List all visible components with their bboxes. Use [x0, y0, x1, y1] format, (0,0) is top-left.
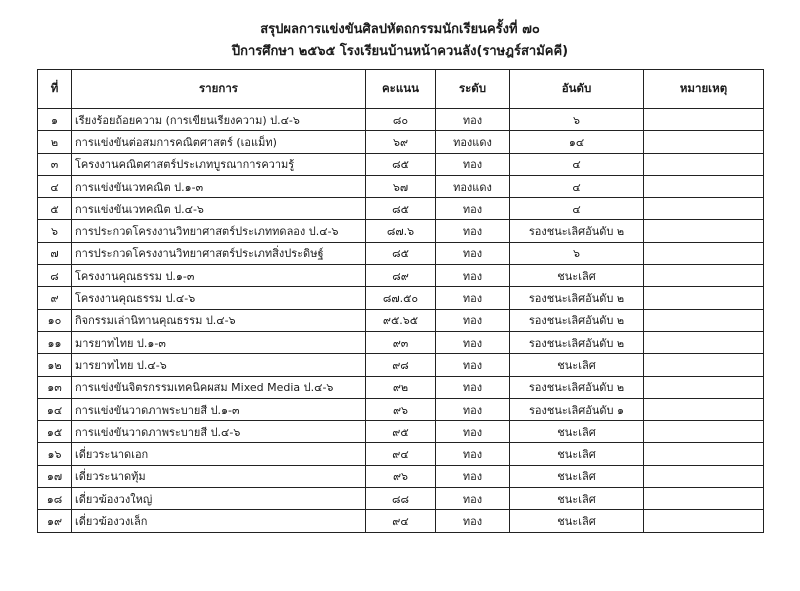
- row-rank: รองชนะเลิศอันดับ ๑: [510, 398, 644, 420]
- row-rank: รองชนะเลิศอันดับ ๒: [510, 309, 644, 331]
- results-table: [37, 69, 764, 533]
- row-note: [644, 488, 764, 510]
- column-header-rank: อันดับ: [510, 70, 644, 109]
- table-row: [38, 220, 764, 242]
- row-number: ๑๑: [38, 331, 72, 353]
- row-number: ๑๗: [38, 465, 72, 487]
- row-rank: รองชนะเลิศอันดับ ๒: [510, 376, 644, 398]
- table-row: [38, 265, 764, 287]
- row-rank: รองชนะเลิศอันดับ ๒: [510, 331, 644, 353]
- table-row: [38, 331, 764, 353]
- row-note: [644, 109, 764, 131]
- row-level: ทอง: [436, 309, 510, 331]
- row-note: [644, 153, 764, 175]
- table-row: [38, 443, 764, 465]
- row-note: [644, 198, 764, 220]
- table-row: [38, 242, 764, 264]
- row-item: เดี่ยวระนาดเอก: [72, 443, 366, 465]
- row-number: ๖: [38, 220, 72, 242]
- row-score: ๘๗.๖: [366, 220, 436, 242]
- table-row: [38, 488, 764, 510]
- row-rank: ๔: [510, 175, 644, 197]
- row-number: ๓: [38, 153, 72, 175]
- row-score: ๙๓: [366, 331, 436, 353]
- table-row: [38, 309, 764, 331]
- table-row: [38, 153, 764, 175]
- row-rank: รองชนะเลิศอันดับ ๒: [510, 220, 644, 242]
- table-row: [38, 398, 764, 420]
- row-rank: ชนะเลิศ: [510, 265, 644, 287]
- row-note: [644, 309, 764, 331]
- row-rank: ชนะเลิศ: [510, 510, 644, 532]
- table-row: [38, 510, 764, 532]
- row-level: ทอง: [436, 398, 510, 420]
- row-note: [644, 465, 764, 487]
- row-number: ๑๐: [38, 309, 72, 331]
- row-item: การแข่งขันจิตรกรรมเทคนิคผสม Mixed Media ป.๔-๖: [72, 376, 366, 398]
- table-body: [38, 109, 764, 533]
- row-note: [644, 287, 764, 309]
- row-score: ๙๘: [366, 354, 436, 376]
- row-item: การแข่งขันวาดภาพระบายสี ป.๔-๖: [72, 421, 366, 443]
- row-note: [644, 220, 764, 242]
- row-level: ทองแดง: [436, 131, 510, 153]
- row-level: ทอง: [436, 242, 510, 264]
- row-rank: รองชนะเลิศอันดับ ๒: [510, 287, 644, 309]
- row-level: ทอง: [436, 153, 510, 175]
- row-note: [644, 131, 764, 153]
- row-note: [644, 421, 764, 443]
- row-score: ๘๘: [366, 488, 436, 510]
- row-item: การแข่งขันต่อสมการคณิตศาสตร์ (เอแม็ท): [72, 131, 366, 153]
- row-number: ๑๘: [38, 488, 72, 510]
- row-number: ๑๔: [38, 398, 72, 420]
- row-score: ๙๔: [366, 510, 436, 532]
- row-item: เดี่ยวระนาดทุ้ม: [72, 465, 366, 487]
- row-level: ทองแดง: [436, 175, 510, 197]
- row-rank: ชนะเลิศ: [510, 488, 644, 510]
- row-number: ๑: [38, 109, 72, 131]
- row-item: การประกวดโครงงานวิทยาศาสตร์ประเภททดลอง ป.๔-๖: [72, 220, 366, 242]
- row-rank: ๖: [510, 109, 644, 131]
- table-row: [38, 175, 764, 197]
- document-subtitle: ปีการศึกษา ๒๕๖๕ โรงเรียนบ้านหน้าควนลัง(ราษฎร์สามัคคี): [231, 44, 569, 59]
- row-score: ๙๕.๖๕: [366, 309, 436, 331]
- row-rank: ชนะเลิศ: [510, 443, 644, 465]
- row-level: ทอง: [436, 376, 510, 398]
- row-score: ๘๕: [366, 153, 436, 175]
- row-level: ทอง: [436, 331, 510, 353]
- table-row: [38, 109, 764, 131]
- row-level: ทอง: [436, 109, 510, 131]
- row-item: โครงงานคุณธรรม ป.๑-๓: [72, 265, 366, 287]
- row-rank: ๑๔: [510, 131, 644, 153]
- column-header-item: รายการ: [72, 70, 366, 109]
- row-rank: ชนะเลิศ: [510, 421, 644, 443]
- document-title: สรุปผลการแข่งขันศิลปหัตถกรรมนักเรียนครั้งที่ ๗๐: [260, 22, 540, 37]
- table-row: [38, 354, 764, 376]
- row-score: ๙๕: [366, 421, 436, 443]
- row-score: ๙๔: [366, 443, 436, 465]
- row-level: ทอง: [436, 510, 510, 532]
- row-item: การประกวดโครงงานวิทยาศาสตร์ประเภทสิ่งประดิษฐ์: [72, 242, 366, 264]
- column-header-no: ที่: [38, 70, 72, 109]
- row-level: ทอง: [436, 265, 510, 287]
- row-score: ๘๐: [366, 109, 436, 131]
- row-note: [644, 242, 764, 264]
- row-rank: ๔: [510, 198, 644, 220]
- row-number: ๔: [38, 175, 72, 197]
- row-level: ทอง: [436, 465, 510, 487]
- table-row: [38, 376, 764, 398]
- table-row: [38, 287, 764, 309]
- row-rank: ๖: [510, 242, 644, 264]
- row-item: เดี่ยวฆ้องวงเล็ก: [72, 510, 366, 532]
- row-note: [644, 510, 764, 532]
- row-level: ทอง: [436, 354, 510, 376]
- row-item: การแข่งขันเวทคณิต ป.๑-๓: [72, 175, 366, 197]
- row-rank: ชนะเลิศ: [510, 465, 644, 487]
- row-number: ๒: [38, 131, 72, 153]
- row-number: ๗: [38, 242, 72, 264]
- row-level: ทอง: [436, 421, 510, 443]
- row-note: [644, 398, 764, 420]
- row-item: โครงงานคณิตศาสตร์ประเภทบูรณาการความรู้: [72, 153, 366, 175]
- row-score: ๘๕: [366, 242, 436, 264]
- row-level: ทอง: [436, 488, 510, 510]
- row-item: กิจกรรมเล่านิทานคุณธรรม ป.๔-๖: [72, 309, 366, 331]
- row-note: [644, 265, 764, 287]
- row-item: การแข่งขันเวทคณิต ป.๔-๖: [72, 198, 366, 220]
- row-note: [644, 175, 764, 197]
- row-item: การแข่งขันวาดภาพระบายสี ป.๑-๓: [72, 398, 366, 420]
- row-score: ๙๒: [366, 376, 436, 398]
- row-score: ๘๕: [366, 198, 436, 220]
- row-number: ๑๙: [38, 510, 72, 532]
- row-item: เรียงร้อยถ้อยความ (การเขียนเรียงความ) ป.๔-๖: [72, 109, 366, 131]
- table-row: [38, 131, 764, 153]
- row-note: [644, 354, 764, 376]
- row-number: ๙: [38, 287, 72, 309]
- row-item: โครงงานคุณธรรม ป.๔-๖: [72, 287, 366, 309]
- table-header-row: [38, 70, 764, 109]
- column-header-score: คะแนน: [366, 70, 436, 109]
- row-note: [644, 443, 764, 465]
- row-score: ๘๗.๕๐: [366, 287, 436, 309]
- row-item: มารยาทไทย ป.๔-๖: [72, 354, 366, 376]
- row-score: ๖๙: [366, 131, 436, 153]
- row-item: เดี่ยวฆ้องวงใหญ่: [72, 488, 366, 510]
- row-number: ๑๖: [38, 443, 72, 465]
- row-level: ทอง: [436, 198, 510, 220]
- row-rank: ๔: [510, 153, 644, 175]
- table-row: [38, 465, 764, 487]
- table-row: [38, 421, 764, 443]
- row-score: ๙๖: [366, 398, 436, 420]
- row-number: ๘: [38, 265, 72, 287]
- row-number: ๑๕: [38, 421, 72, 443]
- column-header-note: หมายเหตุ: [644, 70, 764, 109]
- row-rank: ชนะเลิศ: [510, 354, 644, 376]
- row-number: ๕: [38, 198, 72, 220]
- row-score: ๙๖: [366, 465, 436, 487]
- row-item: มารยาทไทย ป.๑-๓: [72, 331, 366, 353]
- row-note: [644, 331, 764, 353]
- row-level: ทอง: [436, 443, 510, 465]
- row-level: ทอง: [436, 287, 510, 309]
- table-row: [38, 198, 764, 220]
- row-number: ๑๒: [38, 354, 72, 376]
- row-score: ๖๗: [366, 175, 436, 197]
- row-number: ๑๓: [38, 376, 72, 398]
- row-score: ๘๙: [366, 265, 436, 287]
- column-header-level: ระดับ: [436, 70, 510, 109]
- row-level: ทอง: [436, 220, 510, 242]
- row-note: [644, 376, 764, 398]
